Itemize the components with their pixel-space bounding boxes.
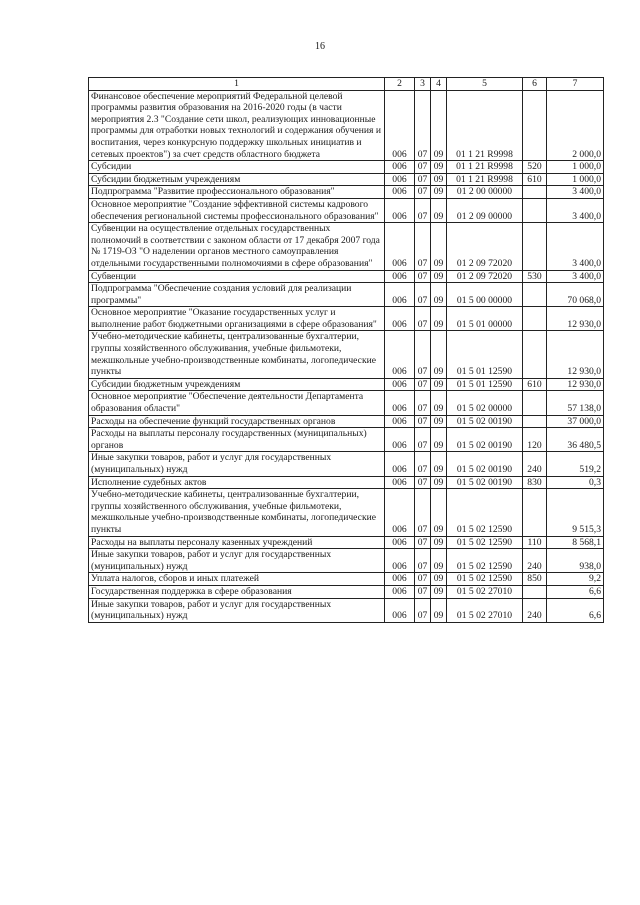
section-code: 07 xyxy=(415,489,431,536)
amount: 12 930,0 xyxy=(547,331,604,378)
target-article-code: 01 5 02 00190 xyxy=(447,476,523,489)
expense-type-code xyxy=(523,90,547,161)
header-cell: 4 xyxy=(431,78,447,91)
table-row xyxy=(89,428,604,452)
subsection-code: 09 xyxy=(431,223,447,270)
amount: 3 400,0 xyxy=(547,198,604,222)
section-code: 07 xyxy=(415,573,431,586)
table-row xyxy=(89,331,604,378)
expense-type-code xyxy=(523,198,547,222)
item-name: Расходы на выплаты персоналу казенных учреждений xyxy=(89,536,385,549)
target-article-code: 01 1 21 R9998 xyxy=(447,173,523,186)
grbs-code: 006 xyxy=(385,378,415,391)
table-row xyxy=(89,391,604,415)
target-article-code: 01 5 01 12590 xyxy=(447,378,523,391)
section-code: 07 xyxy=(415,173,431,186)
amount: 938,0 xyxy=(547,549,604,573)
table-row xyxy=(89,90,604,161)
target-article-code: 01 5 02 27010 xyxy=(447,585,523,598)
item-name: Расходы на выплаты персоналу государственных (муниципальных) органов xyxy=(89,428,385,452)
subsection-code: 09 xyxy=(431,549,447,573)
header-cell: 7 xyxy=(547,78,604,91)
target-article-code: 01 5 02 00000 xyxy=(447,391,523,415)
subsection-code: 09 xyxy=(431,536,447,549)
table-row xyxy=(89,378,604,391)
target-article-code: 01 5 02 27010 xyxy=(447,598,523,622)
subsection-code: 09 xyxy=(431,173,447,186)
section-code: 07 xyxy=(415,549,431,573)
item-name: Учебно-методические кабинеты, централизованные бухгалтерии, группы хозяйственного обслуживания, учебные фильмотеки, межшкольные учебно-производственные комбинаты, логопедические пункты xyxy=(89,331,385,378)
subsection-code: 09 xyxy=(431,598,447,622)
target-article-code: 01 5 02 12590 xyxy=(447,573,523,586)
amount: 36 480,5 xyxy=(547,428,604,452)
header-cell: 6 xyxy=(523,78,547,91)
header-cell: 5 xyxy=(447,78,523,91)
grbs-code: 006 xyxy=(385,452,415,476)
item-name: Финансовое обеспечение мероприятий Федеральной целевой программы развития образования на 2016-2020 годы (в части мероприятия 2.3 "Создание сети школ, реализующих инновационные программы для отработки новых технологий и содержания обучения и воспитания, через конкурсную поддержку школьных инициатив и сетевых проектов") за счет средств областного бюджета xyxy=(89,90,385,161)
expense-type-code xyxy=(523,283,547,307)
grbs-code: 006 xyxy=(385,489,415,536)
table-row xyxy=(89,270,604,283)
grbs-code: 006 xyxy=(385,573,415,586)
expense-type-code xyxy=(523,585,547,598)
target-article-code: 01 5 02 12590 xyxy=(447,549,523,573)
budget-table xyxy=(88,77,604,623)
section-code: 07 xyxy=(415,378,431,391)
expense-type-code: 240 xyxy=(523,549,547,573)
table-row xyxy=(89,186,604,199)
expense-type-code xyxy=(523,391,547,415)
grbs-code: 006 xyxy=(385,223,415,270)
expense-type-code xyxy=(523,489,547,536)
table-row xyxy=(89,549,604,573)
target-article-code: 01 2 00 00000 xyxy=(447,186,523,199)
subsection-code: 09 xyxy=(431,452,447,476)
amount: 0,3 xyxy=(547,476,604,489)
expense-type-code: 240 xyxy=(523,598,547,622)
section-code: 07 xyxy=(415,161,431,174)
subsection-code: 09 xyxy=(431,90,447,161)
section-code: 07 xyxy=(415,598,431,622)
section-code: 07 xyxy=(415,198,431,222)
expense-type-code: 830 xyxy=(523,476,547,489)
subsection-code: 09 xyxy=(431,198,447,222)
section-code: 07 xyxy=(415,536,431,549)
item-name: Расходы на обеспечение функций государственных органов xyxy=(89,415,385,428)
grbs-code: 006 xyxy=(385,283,415,307)
subsection-code: 09 xyxy=(431,161,447,174)
subsection-code: 09 xyxy=(431,428,447,452)
item-name: Основное мероприятие "Создание эффективной системы кадрового обеспечения региональной системы профессионального образования" xyxy=(89,198,385,222)
grbs-code: 006 xyxy=(385,270,415,283)
expense-type-code xyxy=(523,223,547,270)
section-code: 07 xyxy=(415,391,431,415)
item-name: Уплата налогов, сборов и иных платежей xyxy=(89,573,385,586)
amount: 9 515,3 xyxy=(547,489,604,536)
amount: 9,2 xyxy=(547,573,604,586)
amount: 37 000,0 xyxy=(547,415,604,428)
grbs-code: 006 xyxy=(385,198,415,222)
table-row xyxy=(89,307,604,331)
grbs-code: 006 xyxy=(385,415,415,428)
section-code: 07 xyxy=(415,90,431,161)
item-name: Исполнение судебных актов xyxy=(89,476,385,489)
target-article-code: 01 2 09 00000 xyxy=(447,198,523,222)
subsection-code: 09 xyxy=(431,391,447,415)
grbs-code: 006 xyxy=(385,331,415,378)
table-row xyxy=(89,536,604,549)
grbs-code: 006 xyxy=(385,173,415,186)
subsection-code: 09 xyxy=(431,415,447,428)
amount: 1 000,0 xyxy=(547,161,604,174)
section-code: 07 xyxy=(415,452,431,476)
section-code: 07 xyxy=(415,476,431,489)
amount: 57 138,0 xyxy=(547,391,604,415)
section-code: 07 xyxy=(415,585,431,598)
table-row xyxy=(89,283,604,307)
grbs-code: 006 xyxy=(385,186,415,199)
table-row xyxy=(89,476,604,489)
header-cell: 1 xyxy=(89,78,385,91)
amount: 70 068,0 xyxy=(547,283,604,307)
section-code: 07 xyxy=(415,223,431,270)
table-row xyxy=(89,161,604,174)
target-article-code: 01 5 02 00190 xyxy=(447,452,523,476)
grbs-code: 006 xyxy=(385,585,415,598)
item-name: Подпрограмма "Обеспечение создания условий для реализации программы" xyxy=(89,283,385,307)
target-article-code: 01 5 02 00190 xyxy=(447,415,523,428)
section-code: 07 xyxy=(415,307,431,331)
item-name: Основное мероприятие "Обеспечение деятельности Департамента образования области" xyxy=(89,391,385,415)
table-row xyxy=(89,598,604,622)
subsection-code: 09 xyxy=(431,331,447,378)
subsection-code: 09 xyxy=(431,489,447,536)
grbs-code: 006 xyxy=(385,549,415,573)
subsection-code: 09 xyxy=(431,585,447,598)
item-name: Учебно-методические кабинеты, централизованные бухгалтерии, группы хозяйственного обслуживания, учебные фильмотеки, межшкольные учебно-производственные комбинаты, логопедические пункты xyxy=(89,489,385,536)
section-code: 07 xyxy=(415,428,431,452)
table-row xyxy=(89,489,604,536)
grbs-code: 006 xyxy=(385,428,415,452)
target-article-code: 01 1 21 R9998 xyxy=(447,90,523,161)
amount: 519,2 xyxy=(547,452,604,476)
amount: 6,6 xyxy=(547,585,604,598)
target-article-code: 01 5 02 12590 xyxy=(447,536,523,549)
amount: 6,6 xyxy=(547,598,604,622)
expense-type-code xyxy=(523,415,547,428)
target-article-code: 01 2 09 72020 xyxy=(447,223,523,270)
item-name: Субсидии бюджетным учреждениям xyxy=(89,173,385,186)
item-name: Иные закупки товаров, работ и услуг для государственных (муниципальных) нужд xyxy=(89,549,385,573)
target-article-code: 01 2 09 72020 xyxy=(447,270,523,283)
grbs-code: 006 xyxy=(385,90,415,161)
expense-type-code: 610 xyxy=(523,378,547,391)
expense-type-code: 610 xyxy=(523,173,547,186)
amount: 12 930,0 xyxy=(547,307,604,331)
section-code: 07 xyxy=(415,415,431,428)
expense-type-code: 240 xyxy=(523,452,547,476)
amount: 1 000,0 xyxy=(547,173,604,186)
target-article-code: 01 5 00 00000 xyxy=(447,283,523,307)
amount: 8 568,1 xyxy=(547,536,604,549)
grbs-code: 006 xyxy=(385,161,415,174)
item-name: Иные закупки товаров, работ и услуг для государственных (муниципальных) нужд xyxy=(89,452,385,476)
grbs-code: 006 xyxy=(385,391,415,415)
expense-type-code xyxy=(523,331,547,378)
subsection-code: 09 xyxy=(431,270,447,283)
item-name: Основное мероприятие "Оказание государственных услуг и выполнение работ бюджетными организациями в сфере образования" xyxy=(89,307,385,331)
header-cell: 2 xyxy=(385,78,415,91)
table-row xyxy=(89,415,604,428)
expense-type-code xyxy=(523,307,547,331)
amount: 2 000,0 xyxy=(547,90,604,161)
section-code: 07 xyxy=(415,270,431,283)
page-number: 16 xyxy=(315,41,325,52)
item-name: Подпрограмма "Развитие профессионального образования" xyxy=(89,186,385,199)
amount: 3 400,0 xyxy=(547,186,604,199)
target-article-code: 01 5 02 00190 xyxy=(447,428,523,452)
table-row xyxy=(89,198,604,222)
amount: 3 400,0 xyxy=(547,223,604,270)
subsection-code: 09 xyxy=(431,307,447,331)
item-name: Иные закупки товаров, работ и услуг для государственных (муниципальных) нужд xyxy=(89,598,385,622)
section-code: 07 xyxy=(415,186,431,199)
subsection-code: 09 xyxy=(431,283,447,307)
expense-type-code xyxy=(523,186,547,199)
table-row xyxy=(89,223,604,270)
header-cell: 3 xyxy=(415,78,431,91)
expense-type-code: 850 xyxy=(523,573,547,586)
expense-type-code: 120 xyxy=(523,428,547,452)
grbs-code: 006 xyxy=(385,536,415,549)
target-article-code: 01 5 02 12590 xyxy=(447,489,523,536)
target-article-code: 01 5 01 00000 xyxy=(447,307,523,331)
table-row xyxy=(89,573,604,586)
item-name: Субсидии бюджетным учреждениям xyxy=(89,378,385,391)
table-row xyxy=(89,585,604,598)
amount: 12 930,0 xyxy=(547,378,604,391)
table-row xyxy=(89,452,604,476)
expense-type-code: 110 xyxy=(523,536,547,549)
grbs-code: 006 xyxy=(385,307,415,331)
section-code: 07 xyxy=(415,283,431,307)
expense-type-code: 520 xyxy=(523,161,547,174)
subsection-code: 09 xyxy=(431,573,447,586)
subsection-code: 09 xyxy=(431,476,447,489)
subsection-code: 09 xyxy=(431,378,447,391)
item-name: Государственная поддержка в сфере образования xyxy=(89,585,385,598)
target-article-code: 01 5 01 12590 xyxy=(447,331,523,378)
item-name: Субсидии xyxy=(89,161,385,174)
section-code: 07 xyxy=(415,331,431,378)
amount: 3 400,0 xyxy=(547,270,604,283)
subsection-code: 09 xyxy=(431,186,447,199)
item-name: Субвенции на осуществление отдельных государственных полномочий в соответствии с законом области от 17 декабря 2007 года № 1719-ОЗ "О наделении органов местного самоуправления отдельными государственными полномочиями в сфере образования" xyxy=(89,223,385,270)
expense-type-code: 530 xyxy=(523,270,547,283)
table-row xyxy=(89,173,604,186)
target-article-code: 01 1 21 R9998 xyxy=(447,161,523,174)
grbs-code: 006 xyxy=(385,598,415,622)
item-name: Субвенции xyxy=(89,270,385,283)
table-header-row xyxy=(89,78,604,91)
grbs-code: 006 xyxy=(385,476,415,489)
